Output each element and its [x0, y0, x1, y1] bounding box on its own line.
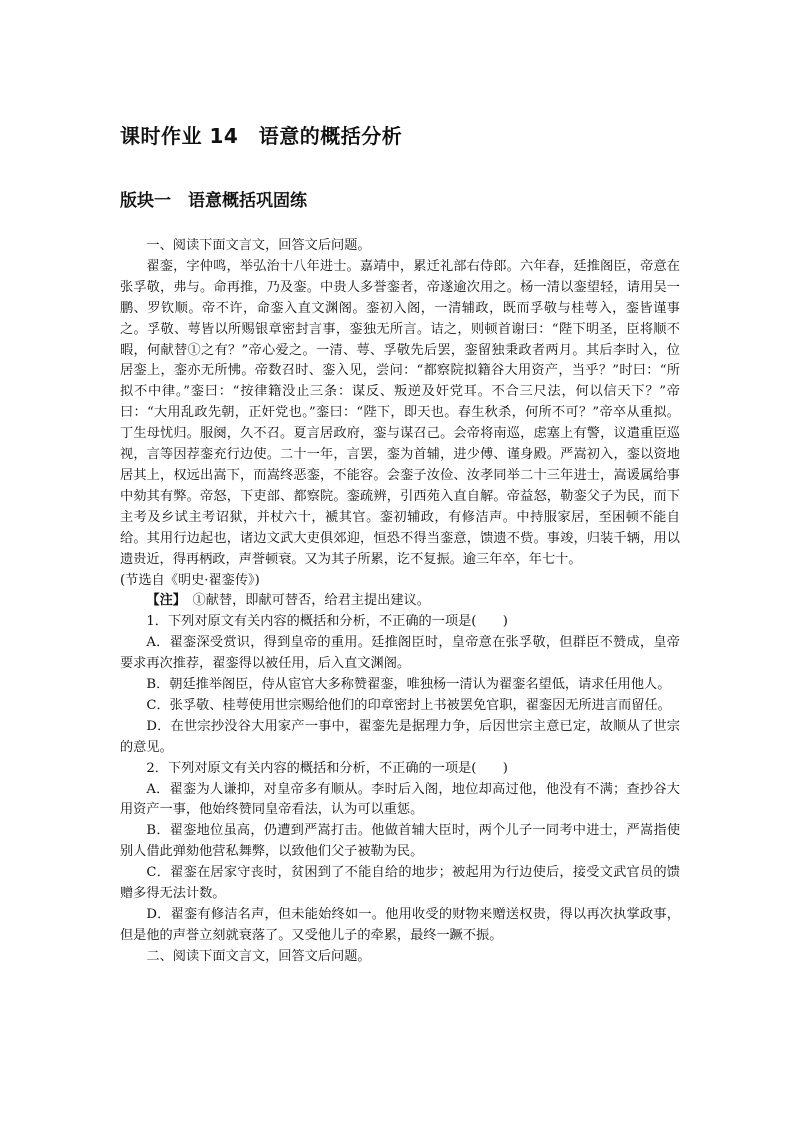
page-title: 课时作业 14 语意的概括分析	[120, 124, 403, 148]
option-item: D．在世宗抄没谷大用家产一事中，翟銮先是据理力争，后因世宗主意已定，故顺从了世宗的意见。	[120, 718, 680, 755]
exercise-intro: 二、阅读下面文言文，回答文后问题。	[146, 948, 371, 964]
option-item: A．翟銮深受赏识，得到皇帝的重用。廷推阁臣时，皇帝意在张孚敬，但群臣不赞成，皇帝要求再次推荐，翟銮得以被任用，后入直文渊阁。	[120, 635, 680, 672]
document-body	[120, 236, 680, 968]
question-stem: 1．下列对原文有关内容的概括和分析，不正确的一项是( )	[146, 614, 508, 630]
passage-paragraph: 翟銮，字仲鸣，举弘治十八年进士。嘉靖中，累迁礼部右侍郎。六年春，廷推阁臣，帝意在张孚敬，弗与。命再推，乃及銮。中贵人多誉銮者，帝遂逾次用之。杨一清以銮望轻，请用吴一鹏、罗钦顺。帝不许，命銮入直文渊阁。銮初入阁，一清辅政，既而孚敬与桂萼入，銮皆谨事之。孚敬、萼皆以所赐银章密封言事，銮独无所言。诘之，则顿首谢曰：“陛下明圣，臣将顺不暇，何献替①之有？”帝心爱之。一清、萼、孚敬先后罢，銮留独秉政者两月。其后李时入，位居銮上，銮亦无所怫。帝数召时、銮入见，尝问：“都察院拟籍谷大用资产，当乎？”时曰：“所拟不中律。”銮曰：“按律籍没止三条：谋反、叛逆及奸党耳。不合三尺法，何以信天下？”帝曰：“大用乱政先朝，正奸党也。”銮曰：“陛下，即天也。春生秋杀，何所不可？”帝卒从重拟。丁生母忧归。服阕，久不召。夏言居政府，銮与谋召己。会帝将南巡，虑塞上有警，议遣重臣巡视，言等因荐銮充行边使。二十一年，言罢，銮为首辅，进少傅、谨身殿。严嵩初入，銮以资地居其上，权远出嵩下，而嵩终恶銮，不能容。会銮子汝俭、汝孝同举二十三年进士，嵩谖属给事中劾其有弊。帝怒，下吏部、都察院。銮疏辨，引西苑入直自解。帝益怒，勒銮父子为民，而下主考及乡试主考诏狱，并杖六十，褫其官。銮初辅政，有修洁声。中持服家居，至困顿不能自给。其用行边起也，诸边文武大吏俱郊迎，恒恐不得当銮意，馈遗不赀。事竣，归装千辆，用以遗贵近，得再柄政，声誉顿衰。又为其子所累，讫不复振。逾三年卒，年七十。	[120, 258, 680, 567]
footnote	[120, 591, 680, 612]
option-item: C．翟銮在居家守丧时，贫困到了不能自给的地步；被起用为行边使后，接受文武官员的馈赠多得无法计数。	[120, 865, 680, 902]
option-item: A．翟銮为人谦抑，对皇帝多有顺从。李时后入阁，地位却高过他，他没有不满；查抄谷大用资产一事，他始终赞同皇帝看法，认为可以重惩。	[120, 781, 680, 818]
option-item: C．张孚敬、桂萼使用世宗赐给他们的印章密封上书被罢免官职，翟銮因无所进言而留任。	[146, 697, 671, 713]
option-item: B．朝廷推举阁臣，侍从宦官大多称赞翟銮，唯独杨一清认为翟銮名望低，请求任用他人。	[146, 677, 671, 693]
footnote-label: 【注】	[146, 593, 180, 609]
question-stem: 2．下列对原文有关内容的概括和分析，不正确的一项是( )	[146, 760, 508, 776]
footnote-text: ①献替，即献可替否，给君主提出建议。	[192, 593, 430, 609]
exercise-intro: 一、阅读下面文言文，回答文后问题。	[146, 238, 371, 253]
option-item: B．翟銮地位虽高，仍遭到严嵩打击。他做首辅大臣时，两个儿子一同考中进士，严嵩指使别人借此弹劾他营私舞弊，以致他们父子被勒为民。	[120, 823, 680, 860]
source-citation: (节选自《明史·翟銮传》)	[120, 572, 260, 588]
section-heading: 版块一 语意概括巩固练	[120, 191, 307, 211]
option-item: D．翟銮有修洁名声，但未能始终如一。他用收受的财物来赠送权贵，得以再次执掌政事，但是他的声誉立刻就衰落了。又受他儿子的牵累，最终一蹶不振。	[120, 907, 680, 943]
